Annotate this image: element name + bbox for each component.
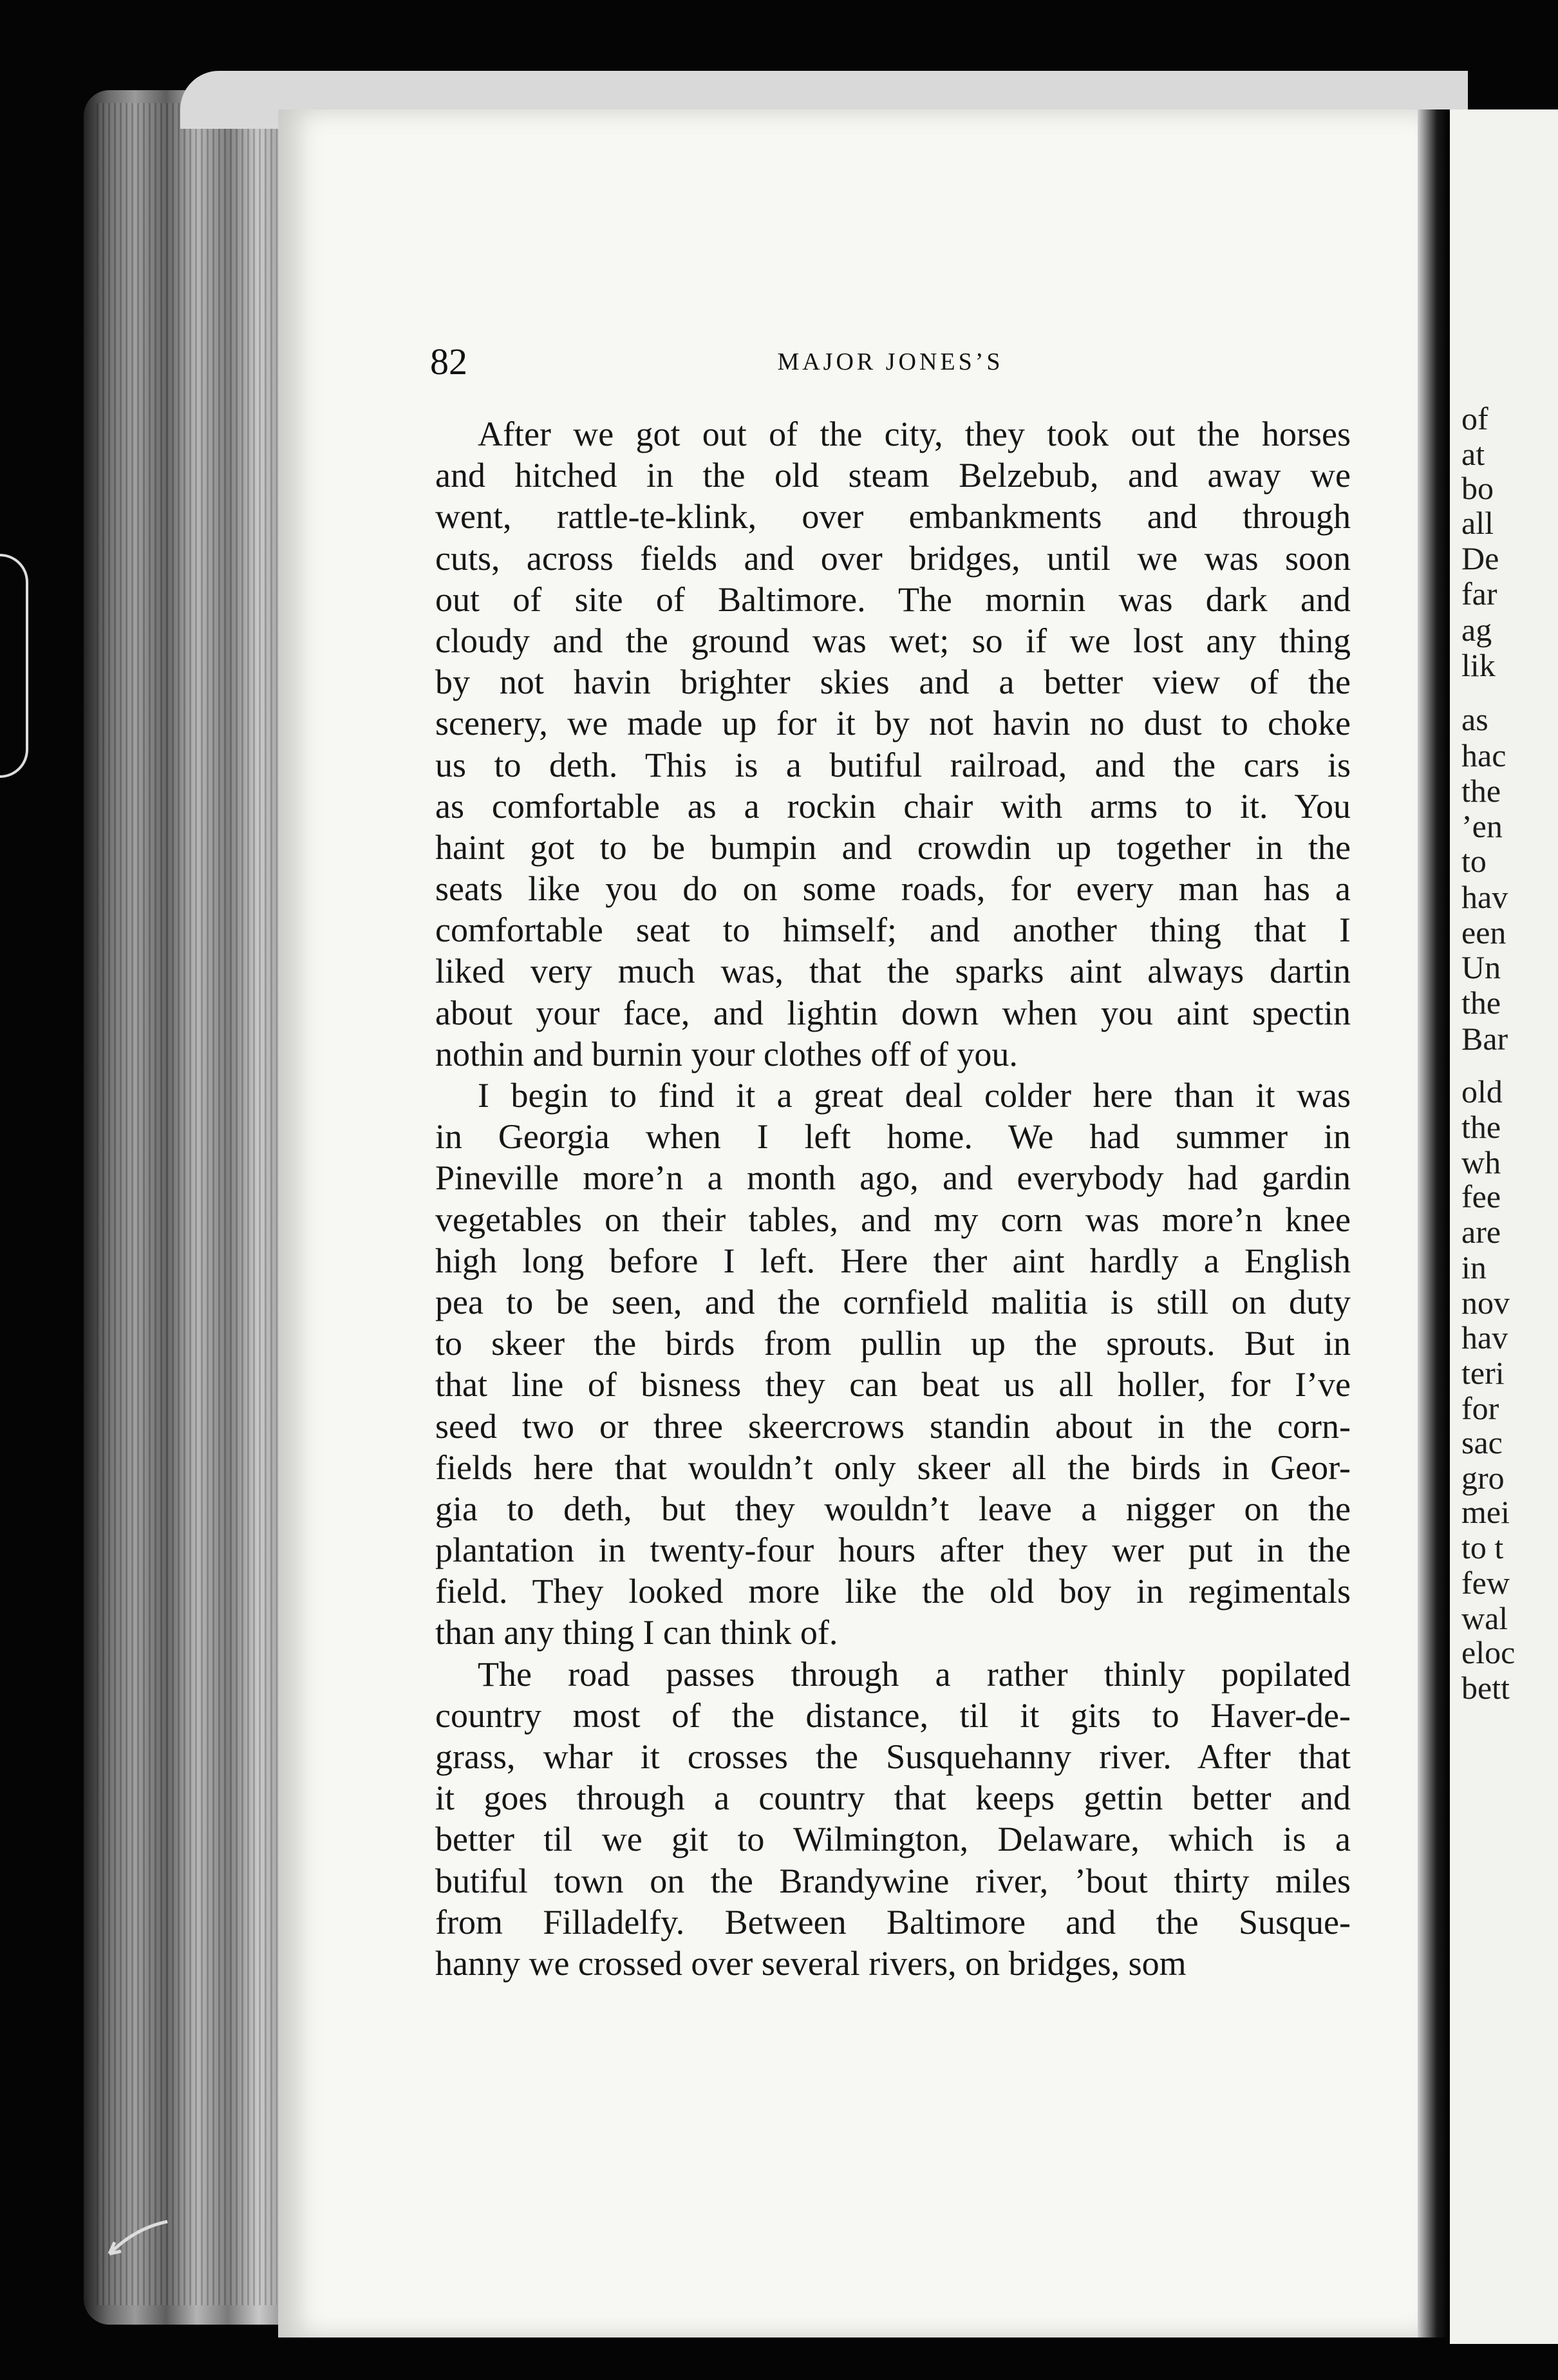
corner-arrow-mark	[97, 2215, 174, 2267]
facing-text-fragment: few	[1461, 1565, 1510, 1601]
text-line: out of site of Baltimore. The mornin was dark and	[435, 580, 1351, 619]
text-line: comfortable seat to himself; and another thing that I	[435, 911, 1351, 950]
text-line: liked very much was, that the sparks aint always dartin	[435, 952, 1351, 991]
text-line: butiful town on the Brandywine river, ’bout thirty miles	[435, 1861, 1351, 1900]
facing-text-fragment: the	[1461, 985, 1501, 1021]
text-line: vegetables on their tables, and my corn was more’n knee	[435, 1200, 1351, 1239]
page-header	[430, 340, 1351, 385]
scan-artifact-mark	[0, 554, 28, 778]
facing-text-fragment: Un	[1461, 949, 1501, 985]
text-line: Pineville more’n a month ago, and everybody had gardin	[435, 1158, 1351, 1198]
facing-text-fragment: bett	[1461, 1670, 1510, 1706]
facing-text-fragment: fee	[1461, 1178, 1501, 1214]
facing-text-fragment: nov	[1461, 1285, 1510, 1321]
facing-text-fragment: to t	[1461, 1529, 1504, 1565]
book-gutter	[1418, 109, 1450, 2338]
text-line: better til we git to Wilmington, Delaware, which is a	[435, 1820, 1351, 1859]
text-line: cloudy and the ground was wet; so if we lost any thing	[435, 621, 1351, 660]
text-line: nothin and burnin your clothes off of you.	[435, 1034, 1018, 1073]
text-line: haint got to be bumpin and crowdin up together in the	[435, 827, 1351, 867]
facing-text-fragment: gro	[1461, 1460, 1505, 1496]
facing-text-fragment: the	[1461, 773, 1501, 809]
text-line: hanny we crossed over several rivers, on bridges, som	[435, 1943, 1187, 1983]
facing-text-fragment: eloc	[1461, 1634, 1516, 1670]
facing-text-fragment: teri	[1461, 1355, 1505, 1391]
facing-text-fragment: to	[1461, 843, 1487, 879]
facing-text-fragment: bo	[1461, 470, 1494, 506]
text-line: I begin to find it a great deal colder here than it was	[478, 1076, 1351, 1115]
facing-text-fragment: sac	[1461, 1424, 1503, 1460]
facing-text-fragment: lik	[1461, 647, 1496, 683]
facing-text-fragment: hac	[1461, 737, 1506, 773]
text-line: field. They looked more like the old boy in regimentals	[435, 1572, 1351, 1611]
facing-text-fragment: the	[1461, 1109, 1501, 1145]
page-edge-texture	[97, 103, 277, 2305]
text-line: by not havin brighter skies and a better view of the	[435, 663, 1351, 702]
facing-page	[1450, 109, 1558, 2344]
text-line: to skeer the birds from pullin up the sprouts. But in	[435, 1324, 1351, 1363]
text-line: that line of bisness they can beat us all holler, for I’ve	[435, 1365, 1351, 1404]
text-line: scenery, we made up for it by not havin no dust to choke	[435, 704, 1351, 743]
facing-text-fragment: wh	[1461, 1144, 1501, 1180]
text-line: from Filladelfy. Between Baltimore and the Susque-	[435, 1902, 1351, 1941]
facing-text-fragment: hav	[1461, 879, 1508, 915]
facing-text-fragment: Bar	[1461, 1021, 1508, 1057]
facing-text-fragment: ’en	[1461, 808, 1503, 844]
text-line: plantation in twenty-four hours after they wer put in the	[435, 1531, 1351, 1570]
text-line: as comfortable as a rockin chair with arms to it. You	[435, 786, 1351, 826]
facing-text-fragment: mei	[1461, 1494, 1510, 1530]
facing-text-fragment: een	[1461, 914, 1506, 950]
text-line: and hitched in the old steam Belzebub, and away we	[435, 456, 1351, 495]
text-line: grass, whar it crosses the Susquehanny river. After that	[435, 1737, 1351, 1776]
facing-text-fragment: in	[1461, 1249, 1487, 1285]
text-line: seats like you do on some roads, for every man has a	[435, 869, 1351, 909]
text-line: pea to be seen, and the cornfield malitia is still on duty	[435, 1282, 1351, 1321]
facing-text-fragment: for	[1461, 1390, 1499, 1426]
text-line: After we got out of the city, they took out the horses	[478, 415, 1351, 453]
page-number: 82	[430, 341, 467, 382]
facing-text-fragment: as	[1461, 701, 1488, 737]
facing-text-fragment: ag	[1461, 612, 1492, 648]
text-line: seed two or three skeercrows standin about in the corn-	[435, 1406, 1351, 1446]
facing-text-fragment: are	[1461, 1214, 1501, 1250]
text-line: The road passes through a rather thinly popilated	[478, 1654, 1351, 1694]
facing-text-fragment: old	[1461, 1073, 1503, 1110]
text-line: country most of the distance, til it gits to Haver-de-	[435, 1695, 1351, 1735]
text-line: in Georgia when I left home. We had summer in	[435, 1117, 1351, 1157]
text-line: gia to deth, but they wouldn’t leave a nigger on the	[435, 1489, 1351, 1528]
text-line: us to deth. This is a butiful railroad, and the cars is	[435, 745, 1351, 784]
facing-text-fragment: wal	[1461, 1600, 1508, 1636]
facing-text-fragment: De	[1461, 540, 1499, 576]
facing-text-fragment: of	[1461, 401, 1488, 437]
text-line: fields here that wouldn’t only skeer all the birds in Geor-	[435, 1448, 1351, 1487]
body-text	[435, 413, 1351, 1984]
text-line: high long before I left. Here ther aint hardly a English	[435, 1241, 1351, 1280]
facing-text-fragment: at	[1461, 436, 1485, 472]
running-head: MAJOR JONES’S	[777, 348, 1004, 375]
facing-text-fragment: all	[1461, 505, 1494, 541]
facing-text-fragment: hav	[1461, 1319, 1508, 1355]
text-line: it goes through a country that keeps gettin better and	[435, 1779, 1351, 1818]
text-line: cuts, across fields and over bridges, until we was soon	[435, 538, 1351, 578]
text-line: went, rattle-te-klink, over embankments and through	[435, 497, 1351, 536]
facing-text-fragment: far	[1461, 576, 1497, 612]
text-line: than any thing I can think of.	[435, 1613, 838, 1652]
text-line: about your face, and lightin down when you aint spectin	[435, 993, 1351, 1032]
